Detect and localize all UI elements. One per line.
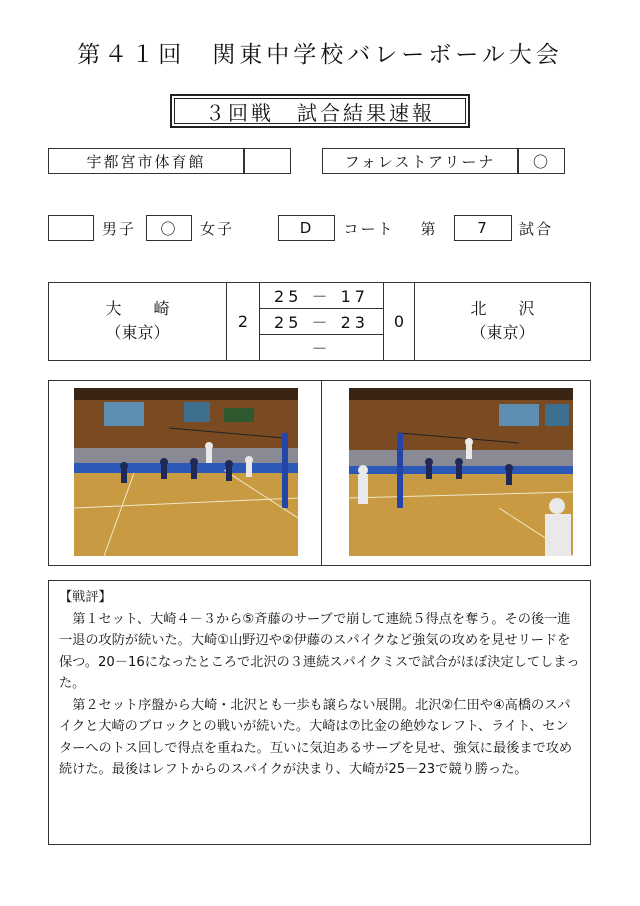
- venue1-name: 宇都宮市体育館: [48, 148, 244, 174]
- report-paragraph-2: 第２セット序盤から大崎・北沢とも一歩も譲らない展開。北沢②仁田や④高橋のスパイクと大崎のブロックとの戦いが続いた。大崎は⑦比金の絶妙なレフト、ライト、センターへのトス回しで得点を重ねた。互いに気迫あるサーブを見せ、強気に最後まで攻め続けた。最後はレフトからのスパイクが決まり、大崎が25－23で競り勝った。: [59, 697, 573, 777]
- team2-name: 北 沢: [470, 299, 535, 318]
- team2-prefecture: （東京）: [470, 323, 535, 342]
- game-number-box: 7: [454, 215, 512, 241]
- venue1-mark: [244, 148, 291, 174]
- team1-name: 大 崎: [105, 299, 170, 318]
- boys-label: 男子: [101, 219, 136, 238]
- match-report: [48, 580, 591, 845]
- team1-prefecture: （東京）: [105, 323, 170, 342]
- girls-label: 女子: [199, 219, 234, 238]
- team1-cell: [49, 297, 226, 345]
- report-paragraph-1: 第１セット、大崎４－３から⑤斉藤のサーブで崩して連続５得点を奪う。その後一進一退の攻防が続いた。大崎①山野辺や②伊藤のスパイクなど強気の攻めを見せリードを保つ。20－16になったところで北沢の３連続スパイクミスで試合がほぼ決定してしまった。: [59, 611, 580, 691]
- game-suffix: 試合: [518, 219, 553, 238]
- result-subtitle-box: [170, 94, 470, 128]
- game-prefix: 第: [420, 219, 438, 238]
- report-heading: 【戦評】: [59, 590, 112, 605]
- team2-sets-won: 0: [393, 312, 405, 331]
- court-box: D: [278, 215, 335, 241]
- photos-frame: [48, 380, 591, 566]
- boys-mark-box: [48, 215, 94, 241]
- team1-sets-won: 2: [237, 312, 249, 331]
- set2-score: 25 － 23: [274, 313, 369, 332]
- venue2-mark: 〇: [518, 148, 565, 174]
- result-subtitle: ３回戦 試合結果速報: [174, 98, 466, 124]
- team2-cell: [415, 297, 590, 345]
- girls-mark-box: 〇: [146, 215, 192, 241]
- court-label: コート: [343, 219, 395, 238]
- venue2-name: フォレストアリーナ: [322, 148, 518, 174]
- score-table: [48, 282, 591, 361]
- match-photo-1: [74, 388, 298, 556]
- match-photo-2: [349, 388, 573, 556]
- set1-score: 25 － 17: [274, 287, 369, 306]
- page-title: 第４１回 関東中学校バレーボール大会: [77, 42, 563, 68]
- set3-score: －: [311, 339, 332, 358]
